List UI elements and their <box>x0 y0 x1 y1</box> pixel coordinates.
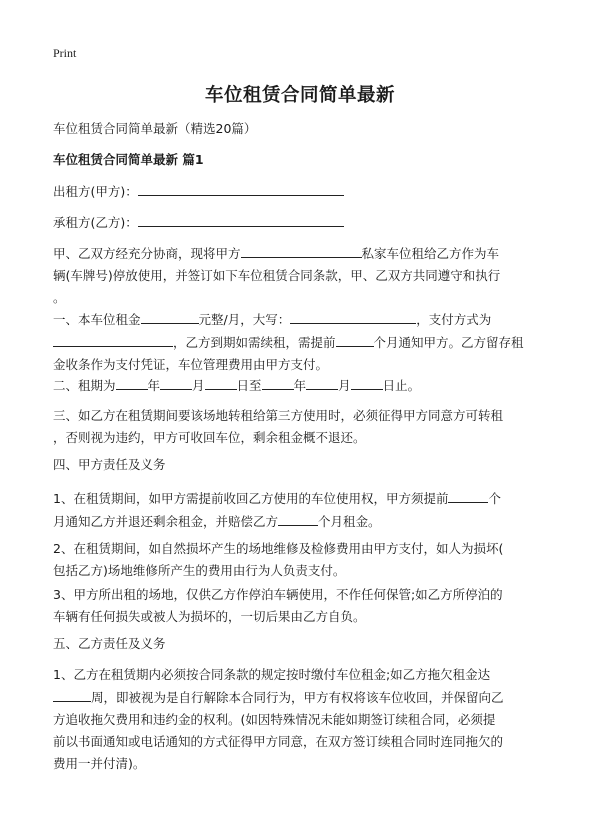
lessee-label: 承租方(乙方)： <box>53 215 138 230</box>
lessee-field <box>53 211 545 234</box>
lessee-duty-1: 1、乙方在租赁期内必须按合同条款的规定按时缴付车位租金;如乙方拖欠租金达 周，即被视为是自行解除本合同行为，甲方有权将该车位收回，并保留向乙 方追收拖欠费用和违约金的权利。(如因特殊情况未能如期签订续租合同，必须提 前以书面通知或电话通知的方式征得甲方同意，在双方签订续租合同时连同拖欠的 费用一并付清)。 <box>53 667 504 771</box>
compensation-months-blank <box>278 510 318 526</box>
rent-amount-blank <box>141 308 199 324</box>
lessor-label: 出租方(甲方)： <box>53 184 138 199</box>
lessor-blank <box>138 180 344 196</box>
section-heading: 车位租赁合同简单最新 篇1 <box>53 152 204 167</box>
clause-rent: 一、本车位租金 元整/月，大写： ，支付方式为 ，乙方到期如需续租，需提前 个月通知甲方。乙方留存租 金收条作为支付凭证，车位管理费用由甲方支付。 <box>53 308 545 376</box>
clause-term: 二、租期为 年 月 日至 年 月 日止。 <box>53 374 545 397</box>
lessor-duty-3: 3、甲方所出租的场地，仅供乙方作停泊车辆使用，不作任何保管;如乙方所停泊的 车辆有任何损失或被人为损坏的，一切后果由乙方自负。 <box>53 587 503 624</box>
lessee-blank <box>138 211 344 227</box>
document-subtitle: 车位租赁合同简单最新（精选20篇） <box>53 121 257 136</box>
lessor-field <box>53 180 545 203</box>
parking-owner-blank <box>241 242 362 258</box>
intro-paragraph: 甲、乙双方经充分协商，现将甲方 私家车位租给乙方作为车 辆(车牌号)停放使用，并签订如下车位租赁合同条款，甲、乙双方共同遵守和执行 。 <box>53 242 545 309</box>
lessor-duty-1: 1、在租赁期间，如甲方需提前收回乙方使用的车位使用权，甲方须提前 个 月通知乙方并退还剩余租金，并赔偿乙方 个月租金。 <box>53 487 545 533</box>
overdue-weeks-blank <box>53 686 91 702</box>
lessor-duty-2: 2、在租赁期间，如自然损坏产生的场地维修及检修费用由甲方支付，如人为损坏( 包括乙方)场地维修所产生的费用由行为人负责支付。 <box>53 541 504 578</box>
payment-method-blank <box>53 331 173 347</box>
early-notice-blank <box>448 487 488 503</box>
notice-months-blank <box>336 331 374 347</box>
lessee-duties-heading: 五、乙方责任及义务 <box>53 636 166 651</box>
rent-words-blank <box>290 308 416 324</box>
print-label[interactable]: Print <box>53 46 77 60</box>
lessor-duties-heading: 四、甲方责任及义务 <box>53 457 166 472</box>
clause-sublease: 三、如乙方在租赁期间要该场地转租给第三方使用时，必须征得甲方同意方可转租 ，否则视为违约，甲方可收回车位，剩余租金概不退还。 <box>53 408 504 445</box>
document-title: 车位租赁合同简单最新 <box>204 85 395 106</box>
